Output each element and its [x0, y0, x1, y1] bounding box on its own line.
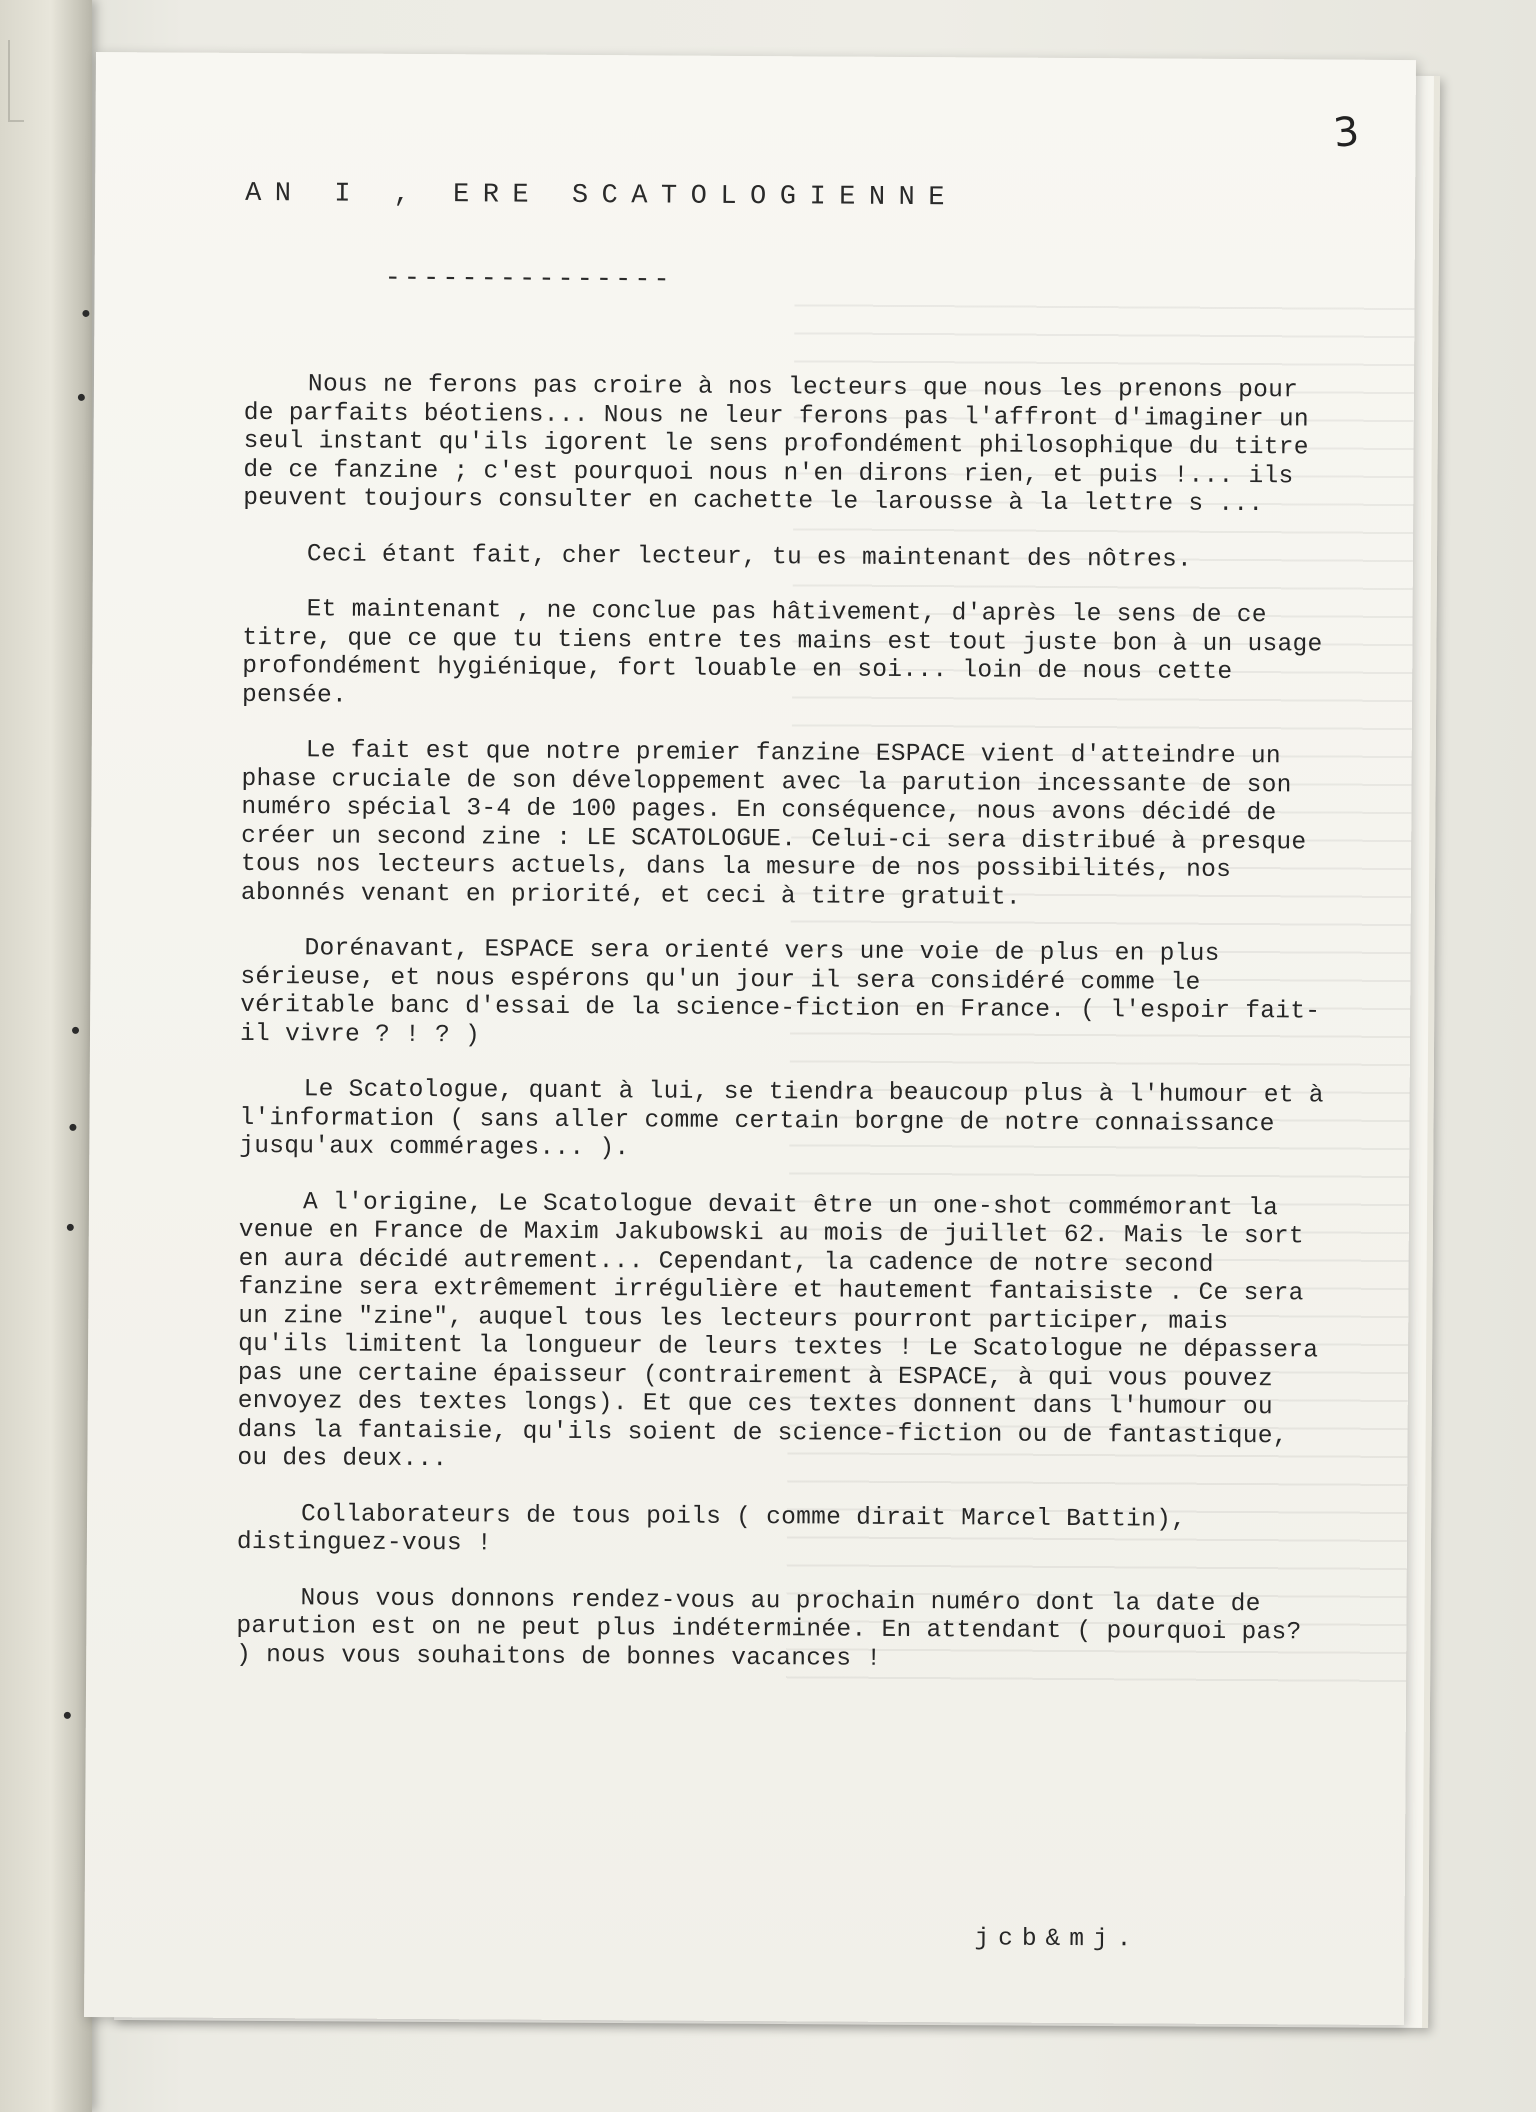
paragraph: Nous ne ferons pas croire à nos lecteurs que nous les prenons pour de parfaits béotiens... Nous ne leur ferons pas l'affront d'imaginer un seul instant qu'ils igorent le sens profondément philosophique du titre de ce fanzine ; c'est pourquoi nous n'en dirons rien, et puis !... ils peuvent toujours consulter en cachette le larousse à la lettre s ...	[243, 371, 1310, 519]
paragraph: Ceci étant fait, cher lecteur, tu es maintenant des nôtres.	[306, 540, 1193, 574]
binding-edge	[0, 0, 92, 2112]
margin-dot	[69, 1124, 76, 1131]
margin-dot	[64, 1712, 71, 1719]
page-number: 3	[1331, 108, 1362, 157]
body-text	[236, 371, 1334, 1691]
paragraph: A l'origine, Le Scatologue devait être un one-shot commémorant la venue en France de Maxim Jakubowski au mois de juillet 62. Mais le sort en aura décidé autrement... Cependant, la cadence de notre second fanzine sera extrêmement irrégulière et hautement fantaisiste . Ce sera un zine "zine", auquel tous les lecteurs pourront participer, mais qu'ils limitent la longueur de leurs textes ! Le Scatologue ne dépassera pas une certaine épaisseur (contrairement à ESPACE, à qui vous pouvez envoyez des textes longs). Et que ces textes donnent dans l'humour ou dans la fantaisie, qu'ils soient de science-fiction ou de fantastique, ou des deux...	[237, 1188, 1319, 1474]
typed-page	[84, 52, 1416, 2025]
paragraph: Collaborateurs de tous poils ( comme dirait Marcel Battin), distinguez-vous !	[236, 1500, 1187, 1558]
margin-dot	[72, 1027, 79, 1034]
paragraph: Le Scatologue, quant à lui, se tiendra beaucoup plus à l'humour et à l'information ( sans aller comme certain borgne de notre connaissance jusqu'aux commérages... ).	[239, 1076, 1324, 1163]
paragraph: Le fait est que notre premier fanzine ESPACE vient d'atteindre un phase cruciale de son développement avec la parution incessante de son numéro spécial 3-4 de 100 pages. En conséquence, nous avons décidé de créer un second zine : LE SCATOLOGUE. Celui-ci sera distribué à presque tous nos lecteurs actuels, dans la mesure de nos possibilités, nos abonnés venant en priorité, et ceci à titre gratuit.	[240, 737, 1307, 912]
page-title: AN I , ERE SCATOLOGIENNE	[245, 178, 959, 214]
signature: jcb&mj.	[974, 1925, 1141, 1954]
paragraph: Et maintenant , ne conclue pas hâtivement, d'après le sens de ce titre, que ce que tu tiens entre tes mains est tout juste bon à un usage profondément hygiénique, fort louable en soi... loin de nous cette pensée.	[241, 596, 1323, 710]
paragraph: Dorénavant, ESPACE sera orienté vers une voie de plus en plus sérieuse, et nous espérons qu'un jour il sera considéré comme le véritable banc d'essai de la science-fiction en France. ( l'espoir fait-il vivre ? ! ? )	[239, 935, 1321, 1049]
margin-dot	[82, 310, 89, 317]
title-underline: ---------------	[384, 263, 673, 296]
margin-dot	[67, 1224, 74, 1231]
paragraph: Nous vous donnons rendez-vous au prochain numéro dont la date de parution est on ne peut plus indéterminée. En attendant ( pourquoi pas? ) nous vous souhaitons de bonnes vacances !	[236, 1584, 1302, 1673]
margin-dot	[78, 394, 85, 401]
binding-mark	[8, 40, 24, 122]
